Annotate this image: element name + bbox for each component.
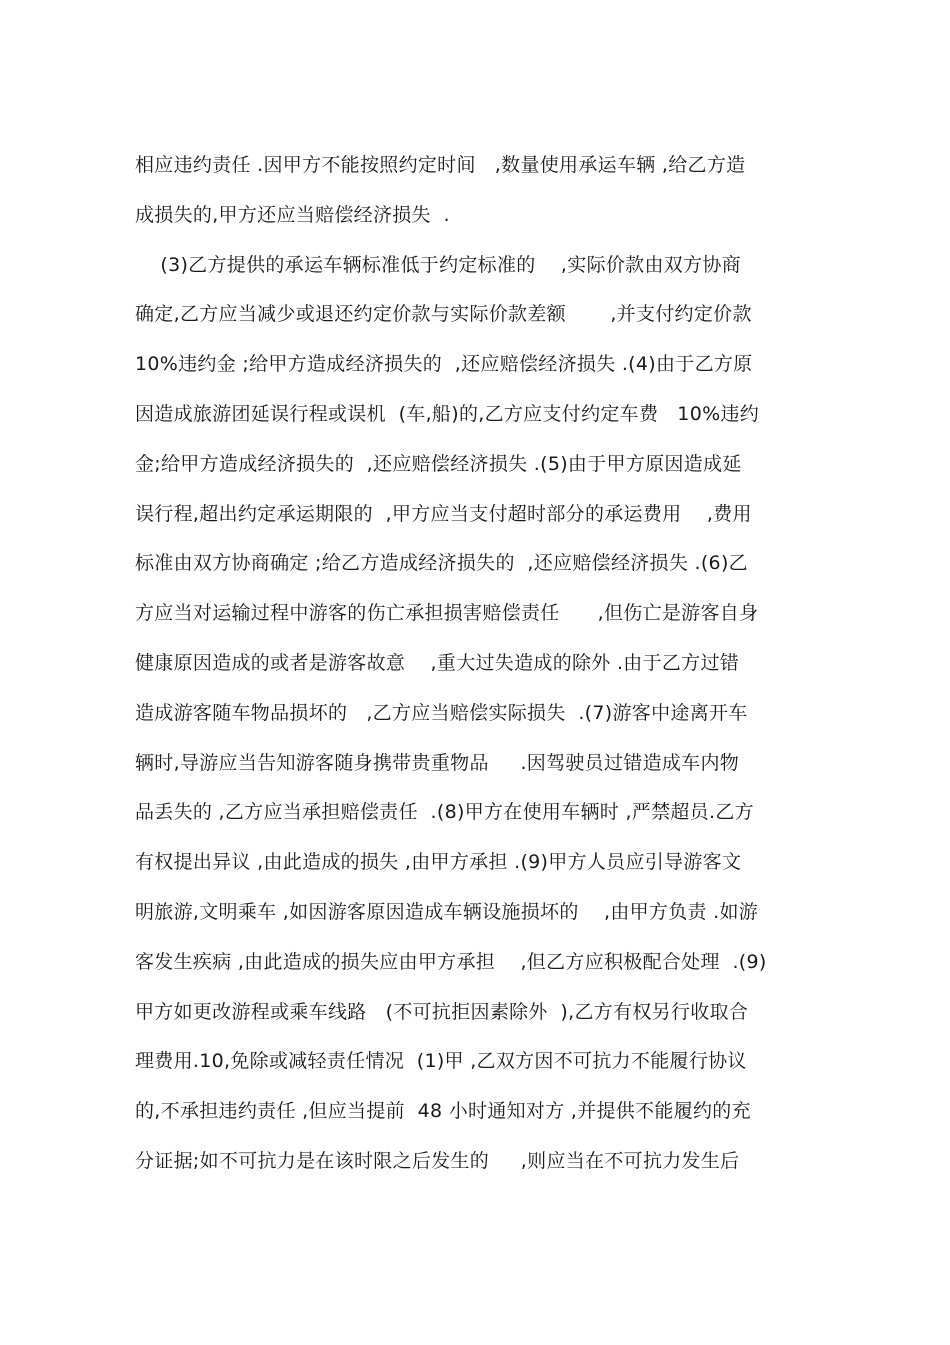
text-line: 造成游客随车物品损坏的 ,乙方应当赔偿实际损失 .(7)游客中途离开车 [135,701,748,724]
text-line: 误行程,超出约定承运期限的 ,甲方应当支付超时部分的承运费用 ,费用 [135,502,752,525]
text-line: 确定,乙方应当减少或退还约定价款与实际价款差额 ,并支付约定价款 [135,303,752,326]
text-line: 金;给甲方造成经济损失的 ,还应赔偿经济损失 .(5)由于甲方原因造成延 [135,452,742,475]
text-line: 分证据;如不可抗力是在该时限之后发生的 ,则应当在不可抗力发生后 [135,1149,740,1172]
text-line: 的,不承担违约责任 ,但应当提前 48 小时通知对方 ,并提供不能履约的充 [135,1100,751,1123]
text-line: 10%违约金 ;给甲方造成经济损失的 ,还应赔偿经济损失 .(4)由于乙方原 [135,353,753,376]
body-text [135,146,825,1192]
text-line: 品丢失的 ,乙方应当承担赔偿责任 .(8)甲方在使用车辆时 ,严禁超员.乙方 [135,801,754,824]
text-line: 健康原因造成的或者是游客故意 ,重大过失造成的除外 .由于乙方过错 [135,651,740,674]
text-line: 因造成旅游团延误行程或误机 (车,船)的,乙方应支付约定车费 10%违约 [135,402,760,425]
text-line: (3)乙方提供的承运车辆标准低于约定标准的 ,实际价款由双方协商 [135,253,741,276]
text-line: 理费用.10,免除或减轻责任情况 (1)甲 ,乙双方因不可抗力不能履行协议 [135,1050,747,1073]
text-line: 成损失的,甲方还应当赔偿经济损失 . [135,203,450,226]
text-line: 甲方如更改游程或乘车线路 (不可抗拒因素除外 ),乙方有权另行收取合 [135,1000,749,1023]
text-line: 相应违约责任 .因甲方不能按照约定时间 ,数量使用承运车辆 ,给乙方造 [135,154,746,176]
text-line: 有权提出异议 ,由此造成的损失 ,由甲方承担 .(9)甲方人员应引导游客文 [135,851,742,874]
text-line: 明旅游,文明乘车 ,如因游客原因造成车辆设施损坏的 ,由甲方负责 .如游 [135,900,759,923]
text-line: 客发生疾病 ,由此造成的损失应由甲方承担 ,但乙方应积极配合处理 .(9) [135,950,767,973]
text-line: 标准由双方协商确定 ;给乙方造成经济损失的 ,还应赔偿经济损失 .(6)乙 [135,552,748,575]
text-line: 辆时,导游应当告知游客随身携带贵重物品 .因驾驶员过错造成车内物 [135,751,740,774]
text-line: 方应当对运输过程中游客的伤亡承担损害赔偿责任 ,但伤亡是游客自身 [135,602,759,625]
